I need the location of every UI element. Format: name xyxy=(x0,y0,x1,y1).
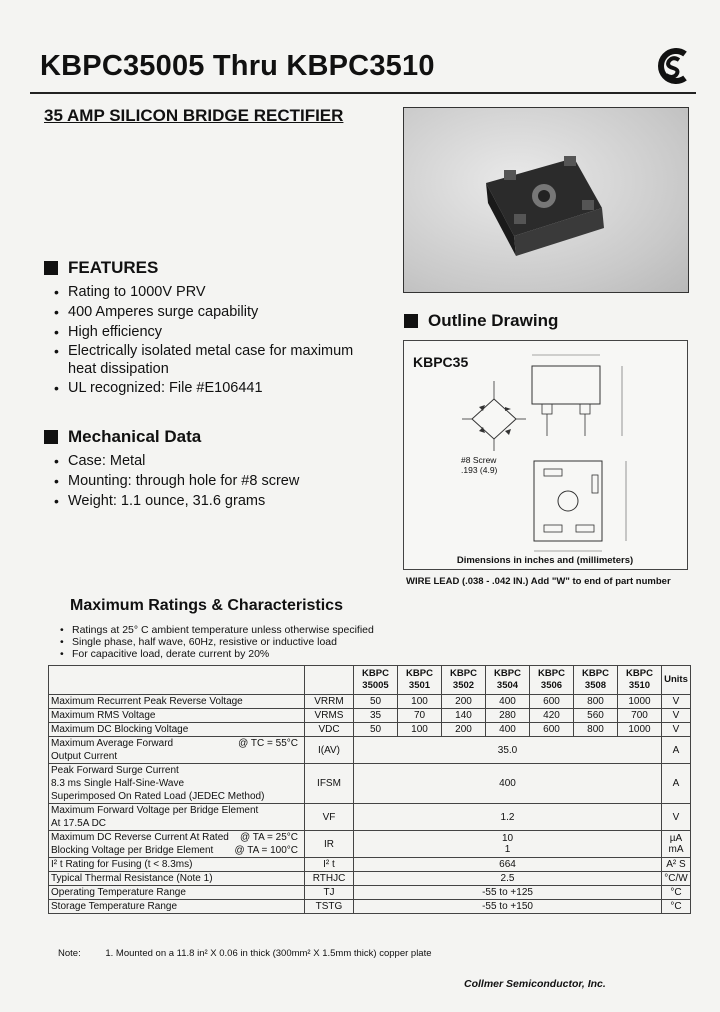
features-list xyxy=(52,282,382,398)
table-row: Maximum RMS Voltage VRMS 35 70 140 280 420 560 700 V xyxy=(49,709,691,723)
list-item: • Case: Metal xyxy=(52,451,382,471)
table-row: I² t Rating for Fusing (t < 8.3ms) I² t 664 A² S xyxy=(49,858,691,872)
col-header: KBPC 3508 xyxy=(574,666,618,695)
col-header: KBPC 3504 xyxy=(486,666,530,695)
table-row: @ TA = 25°C Maximum DC Reverse Current At Rated @ TA = 100°C Blocking Voltage per Bridge Element IR 10 1 µA mA xyxy=(49,831,691,858)
section-bullet-icon xyxy=(404,314,418,328)
list-item: • Electrically isolated metal case for maximum heat dissipation xyxy=(52,342,382,378)
table-row: Typical Thermal Resistance (Note 1) RTHJC 2.5 °C/W xyxy=(49,872,691,886)
company-logo-icon xyxy=(653,46,693,86)
ratings-table xyxy=(48,665,691,914)
table-row: Maximum DC Blocking Voltage VDC 50 100 200 400 600 800 1000 V xyxy=(49,723,691,737)
features-heading: FEATURES xyxy=(44,258,158,278)
screw-dim: .193 (4.9) xyxy=(461,465,498,475)
section-bullet-icon xyxy=(44,430,58,444)
list-item: • High efficiency xyxy=(52,322,382,342)
outline-drawing-icon xyxy=(404,341,687,569)
col-header: KBPC 3506 xyxy=(530,666,574,695)
ratings-notes xyxy=(60,624,374,660)
package-label: KBPC35 xyxy=(413,354,469,370)
col-header: KBPC 35005 xyxy=(354,666,398,695)
table-row: Storage Temperature Range TSTG -55 to +150 °C xyxy=(49,900,691,914)
section-bullet-icon xyxy=(44,261,58,275)
wire-lead-note: WIRE LEAD (.038 - .042 IN.) Add "W" to end of part number xyxy=(406,576,671,587)
col-header: KBPC 3502 xyxy=(442,666,486,695)
list-item: • 400 Amperes surge capability xyxy=(52,302,382,322)
list-item: • Weight: 1.1 ounce, 31.6 grams xyxy=(52,491,382,511)
table-header-row xyxy=(49,666,691,695)
footnote: Note: 1. Mounted on a 11.8 in² X 0.06 in thick (300mm² X 1.5mm thick) copper plate xyxy=(58,948,432,959)
product-subtitle: 35 AMP SILICON BRIDGE RECTIFIER xyxy=(44,106,344,125)
header-divider xyxy=(30,92,696,94)
list-item: • Ratings at 25° C ambient temperature unless otherwise specified xyxy=(60,624,374,636)
ratings-heading: Maximum Ratings & Characteristics xyxy=(70,597,343,614)
outline-heading: Outline Drawing xyxy=(404,311,558,331)
mechanical-heading: Mechanical Data xyxy=(44,427,201,447)
table-row: Peak Forward Surge Current 8.3 ms Single Half-Sine-Wave Superimposed On Rated Load (JEDEC Method) IFSM 400 A xyxy=(49,764,691,804)
bridge-rectifier-image xyxy=(404,108,688,292)
table-row: Operating Temperature Range TJ -55 to +125 °C xyxy=(49,886,691,900)
table-row: Maximum Forward Voltage per Bridge Element At 17.5A DC VF 1.2 V xyxy=(49,804,691,831)
outline-drawing-box xyxy=(403,340,688,570)
company-name: Collmer Semiconductor, Inc. xyxy=(464,978,606,990)
list-item: • Mounting: through hole for #8 screw xyxy=(52,471,382,491)
list-item: • Single phase, half wave, 60Hz, resistive or inductive load xyxy=(60,636,374,648)
table-row: Maximum Recurrent Peak Reverse Voltage VRRM 50 100 200 400 600 800 1000 V xyxy=(49,695,691,709)
list-item: • For capacitive load, derate current by 20% xyxy=(60,648,374,660)
col-header: KBPC 3510 xyxy=(618,666,662,695)
units-header: Units xyxy=(662,666,691,695)
list-item: • Rating to 1000V PRV xyxy=(52,282,382,302)
mechanical-list xyxy=(52,451,382,511)
screw-label: #8 Screw xyxy=(461,455,497,465)
page-title: KBPC35005 Thru KBPC3510 xyxy=(40,50,435,82)
table-row: @ TC = 55°C Maximum Average Forward Output Current I(AV) 35.0 A xyxy=(49,737,691,764)
dimensions-caption: Dimensions in inches and (millimeters) xyxy=(456,555,634,566)
col-header: KBPC 3501 xyxy=(398,666,442,695)
list-item: • UL recognized: File #E106441 xyxy=(52,378,382,398)
product-photo xyxy=(403,107,689,293)
